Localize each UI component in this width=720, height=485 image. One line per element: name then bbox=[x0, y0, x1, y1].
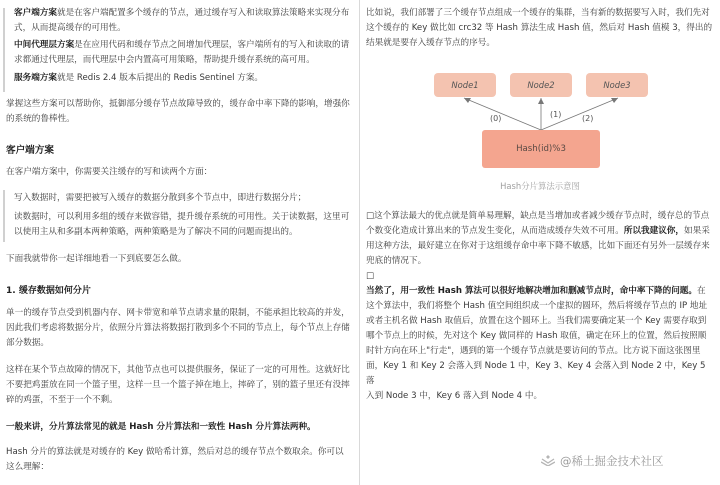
edge-label: (0) bbox=[490, 114, 502, 123]
text-line: 不要把鸡蛋放在同一个篮子里，这样一旦一个篮子掉在地上，摔碎了，别的篮子里还有没摔 bbox=[6, 380, 350, 390]
paragraph-summary bbox=[6, 97, 354, 127]
text-line: 或者主机名做 Hash 取值后，放置在这个圆环上。当我们需要确定某一个 Key 需要存取到 bbox=[366, 316, 707, 326]
text-line: 这个缓存的 Key 做比如 crc32 等 Hash 算法生成 Hash 值，然后对 Hash 值模 3，得出的 bbox=[366, 23, 713, 33]
paragraph-client-intro: 在客户端方案中，你需要关注缓存的写和读两个方面： bbox=[6, 167, 213, 177]
text-line: 兜底的情况下。 bbox=[366, 256, 427, 266]
paragraph-next: 下面我就带你一起详细地看一下到底要怎么做。 bbox=[6, 254, 187, 264]
heading-shard: 1. 缓存数据如何分片 bbox=[6, 286, 91, 296]
text-line: 哪个节点上的时候，先对这个 Key 做同样的 Hash 取值，确定在环上的位置，然后按照顺 bbox=[366, 331, 707, 341]
right-page bbox=[360, 0, 720, 485]
juejin-logo-icon bbox=[541, 455, 555, 466]
heading-client-scheme: 客户端方案 bbox=[6, 145, 54, 156]
text-line: 式，从而提高缓存的可用性。 bbox=[14, 23, 126, 33]
paragraph-eggs bbox=[6, 363, 354, 408]
text-line: 部分数据。 bbox=[6, 338, 49, 348]
paragraph-server-desc bbox=[14, 71, 354, 86]
paragraph-client-desc bbox=[14, 6, 354, 36]
text-line: 入到 Node 3 中，Key 6 落入到 Node 4 中。 bbox=[366, 391, 543, 401]
paragraph-proxy-desc bbox=[14, 38, 354, 68]
text-line: 以使用主从和多副本两种策略，两种策略是为了解决不同的问题而提出的。 bbox=[14, 227, 298, 237]
quote-bar bbox=[3, 190, 5, 242]
text-line: 因此我们考虑将数据分片，依照分片算法将数据打散到多个不同的节点上，每个节点上存储 bbox=[6, 323, 350, 333]
diagram-caption: Hash分片算法示意图 bbox=[500, 181, 580, 191]
paragraph-hash-shard bbox=[6, 445, 354, 475]
paragraph-read bbox=[14, 210, 354, 240]
text-line: 的系统的鲁棒性。 bbox=[6, 114, 75, 124]
text-line: □ bbox=[366, 271, 375, 281]
node-box: Node3 bbox=[586, 73, 648, 97]
text-line: □这个算法最大的优点就是简单易理解，缺点是当增加或者减少缓存节点时，缓存总的节点 bbox=[366, 211, 710, 221]
text-line: 个数变化造成计算出来的节点发生变化，从而造成缓存失效不可用。 bbox=[366, 226, 624, 236]
text-line: 结果就是要存入缓存节点的序号。 bbox=[366, 38, 495, 48]
bold-text: 当然了，用一致性 Hash 算法可以很好地解决增加和删减节点时，命中率下降的问题。 bbox=[366, 286, 697, 296]
text-line: Hash 分片的算法就是对缓存的 Key 做哈希计算，然后对总的缓存节点个数取余。你可以 bbox=[6, 447, 344, 457]
edge-label: (1) bbox=[550, 110, 562, 119]
text-line: 面，Key 1 和 Key 2 会落入到 Node 1 中，Key 3、Key 4 会落入到 Node 2 中，Key 5 落 bbox=[366, 361, 706, 386]
bold-term: 服务端方案 bbox=[14, 73, 57, 83]
paragraph-consistent-hash bbox=[366, 284, 716, 404]
watermark: @稀土掘金技术社区 bbox=[560, 454, 664, 468]
text-line: 读数据时，可以利用多组的缓存来做容错，提升缓存系统的可用性。关于读数据，这里可 bbox=[14, 212, 350, 222]
text-line: 这样在某个节点故障的情况下，其他节点也可以提供服务，保证了一定的可用性。这就好比 bbox=[6, 365, 350, 375]
hash-box: Hash(id)%3 bbox=[482, 130, 600, 168]
arrowhead bbox=[538, 98, 544, 104]
node-box: Node2 bbox=[510, 73, 572, 97]
text-line: 这个算法中，我们将整个 Hash 值空间组织成一个虚拟的圆环，然后将缓存节点的 IP 地址 bbox=[366, 301, 708, 311]
text-line: 掌握这些方案可以帮助你，抵御部分缓存节点故障导致的，缓存命中率下降的影响，增强你 bbox=[6, 99, 350, 109]
text-line: 比如说，我们部署了三个缓存节点组成一个缓存的集群，当有新的数据要写入时，我们先对 bbox=[366, 8, 710, 18]
node-box: Node1 bbox=[434, 73, 496, 97]
bold-text: 所以我建议你， bbox=[623, 226, 684, 236]
paragraph-hash-pros-cons bbox=[366, 209, 716, 284]
text-line: 是在应用代码和缓存节点之间增加代理层，客户端所有的写入和读取的请 bbox=[74, 40, 350, 50]
diagram-arrows bbox=[360, 0, 720, 200]
text-line: 求都通过代理层，而代理层中会内置高可用策略，帮助提升缓存系统的高可用。 bbox=[14, 55, 315, 65]
text-line: 单一的缓存节点受到机器内存、网卡带宽和单节点请求量的限制，不能承担比较高的并发， bbox=[6, 308, 350, 318]
text-line: 碎的鸡蛋，不至于一个不剩。 bbox=[6, 395, 118, 405]
quote-bar bbox=[3, 8, 5, 92]
bold-term: 中间代理层方案 bbox=[14, 40, 75, 50]
text-line: 如果采 bbox=[684, 226, 710, 236]
text-line: 就是 Redis 2.4 版本后提出的 Redis Sentinel 方案。 bbox=[56, 73, 264, 83]
text-line: 就是在客户端配置多个缓存的节点，通过缓存写入和读取算法策略来实现分布 bbox=[56, 8, 350, 18]
arrow-line bbox=[464, 98, 541, 130]
paragraph-shard-reason bbox=[6, 306, 354, 351]
edge-label: (2) bbox=[582, 114, 594, 123]
text-line: 用这种方法，最好建立在你对于这组缓存命中率下降不敏感，比如下面还有另外一层缓存来 bbox=[366, 241, 710, 251]
bold-term: 客户端方案 bbox=[14, 8, 57, 18]
text-line: 在 bbox=[697, 286, 706, 296]
paragraph-algorithms: 一般来讲，分片算法常见的就是 Hash 分片算法和一致性 Hash 分片算法两种。 bbox=[6, 422, 316, 432]
paragraph-write: 写入数据时，需要把被写入缓存的数据分散到多个节点中，即进行数据分片； bbox=[14, 193, 307, 203]
text-line: 这么理解： bbox=[6, 462, 49, 472]
text-line: 时针方向在环上"行走"，遇到的第一个缓存节点就是要访问的节点。比方说下面这张图里 bbox=[366, 346, 701, 356]
